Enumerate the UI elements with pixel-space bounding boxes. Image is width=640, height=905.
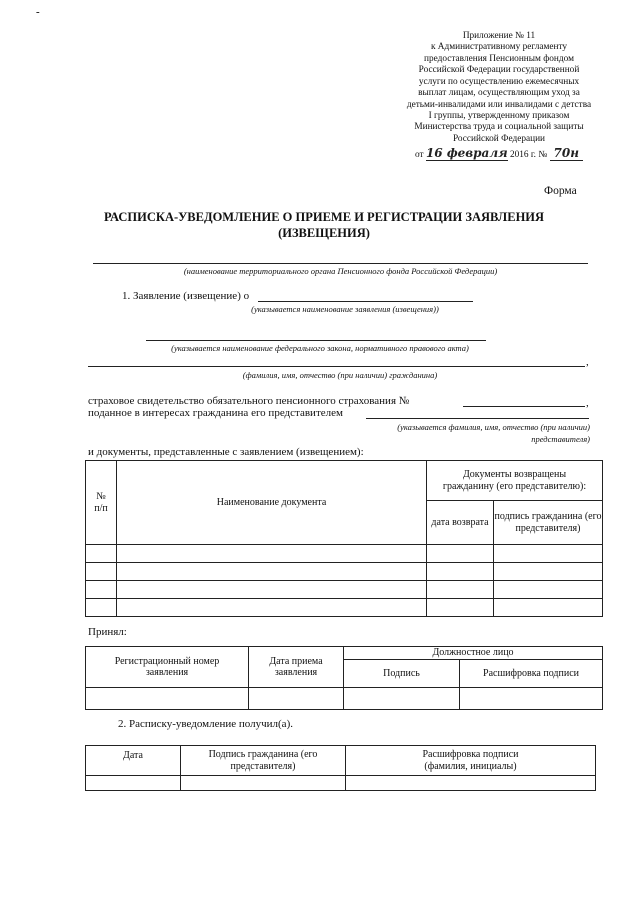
- title-line: РАСПИСКА-УВЕДОМЛЕНИЕ О ПРИЕМЕ И РЕГИСТРАЦИИ ЗАЯВЛЕНИЯ: [103, 210, 545, 224]
- appendix-line: Министерства труда и социальной защиты: [414, 122, 584, 133]
- table-row: [86, 688, 603, 710]
- table-cell[interactable]: [86, 581, 117, 599]
- col-signature-decoding-header: Расшифровка подписи (фамилия, инициалы): [346, 746, 596, 776]
- handwritten-order-number: 70н: [550, 146, 583, 161]
- appendix-line: I группы, утвержденному приказом: [428, 110, 570, 121]
- table-cell[interactable]: [86, 599, 117, 617]
- application-name-field[interactable]: [258, 301, 473, 302]
- col-reg-number-header: Регистрационный номер заявления: [86, 647, 249, 688]
- table-cell[interactable]: [460, 688, 603, 710]
- handwritten-date: 16 февраля: [425, 146, 508, 161]
- appendix-line: к Административному регламенту: [430, 42, 568, 53]
- form-label: Форма: [544, 185, 577, 197]
- item2-label: 2. Расписку-уведомление получил(а).: [118, 718, 293, 730]
- appendix-line: предоставления Пенсионным фондом: [424, 53, 574, 64]
- hint-representative-line: (указывается фамилия, имя, отчество (при наличии): [397, 422, 590, 432]
- hint-full-name: (фамилия, имя, отчество (при наличии) гражданина): [242, 370, 438, 380]
- page-title: [60, 210, 588, 241]
- appendix-block: [394, 31, 604, 162]
- territorial-body-field[interactable]: [93, 263, 588, 264]
- table-cell[interactable]: [344, 688, 460, 710]
- documents-table: [85, 460, 603, 617]
- table-cell[interactable]: [427, 599, 494, 617]
- date-suffix: 2016 г. №: [509, 150, 548, 161]
- appendix-line: выплат лицам, осуществляющим уход за: [418, 88, 580, 99]
- col-signature-decoding-header: Расшифровка подписи: [460, 660, 603, 688]
- col-date-header: Дата: [86, 746, 181, 776]
- table-cell[interactable]: [86, 545, 117, 563]
- table-row: [86, 563, 603, 581]
- federal-law-field[interactable]: [146, 340, 486, 341]
- appendix-line: услуги по осуществлению ежемесячных: [418, 76, 580, 87]
- appendix-date-line: [394, 146, 604, 161]
- appendix-line: Приложение № 11: [462, 31, 536, 41]
- receipt-table: [85, 745, 596, 791]
- appendix-line: Российской Федерации: [452, 133, 546, 144]
- table-cell[interactable]: [117, 599, 427, 617]
- table-cell[interactable]: [117, 545, 427, 563]
- table-cell[interactable]: [427, 545, 494, 563]
- hint-territorial-body: (наименование территориального органа Пенсионного фонда Российской Федерации): [183, 266, 498, 276]
- table-cell[interactable]: [494, 563, 603, 581]
- col-official-header: Должностное лицо: [344, 647, 603, 660]
- table-row: [86, 581, 603, 599]
- col-return-date-header: дата возврата: [427, 501, 494, 545]
- col-returned-header: Документы возвращены гражданину (его представителю):: [427, 461, 603, 501]
- comma: ,: [586, 356, 589, 368]
- table-row: [86, 545, 603, 563]
- table-cell[interactable]: [249, 688, 344, 710]
- insurance-label: страховое свидетельство обязательного пенсионного страхования №: [88, 395, 410, 407]
- accepted-label: Принял:: [88, 626, 127, 638]
- table-cell[interactable]: [117, 563, 427, 581]
- table-cell[interactable]: [86, 563, 117, 581]
- table-cell[interactable]: [494, 545, 603, 563]
- appendix-line: детьми-инвалидами или инвалидами с детства: [406, 99, 592, 110]
- col-accept-date-header: Дата приема заявления: [249, 647, 344, 688]
- documents-intro: и документы, представленные с заявлением (извещением):: [88, 446, 364, 458]
- hint-federal-law: (указывается наименование федерального закона, нормативного правового акта): [171, 343, 469, 353]
- title-line: (ИЗВЕЩЕНИЯ): [278, 225, 370, 240]
- date-prefix: от: [415, 150, 424, 161]
- insurance-number-field[interactable]: [463, 406, 585, 407]
- registration-table: [85, 646, 603, 710]
- corner-mark: -: [36, 6, 40, 18]
- col-number-header: № п/п: [86, 461, 117, 545]
- representative-name-field[interactable]: [366, 418, 589, 419]
- comma: ,: [586, 397, 589, 409]
- appendix-line: Российской Федерации государственной: [418, 65, 580, 76]
- hint-application-name: (указывается наименование заявления (извещения)): [251, 304, 439, 314]
- col-signature-header: Подпись: [344, 660, 460, 688]
- citizen-name-field[interactable]: [88, 366, 585, 367]
- hint-representative: [300, 422, 590, 446]
- table-cell[interactable]: [117, 581, 427, 599]
- table-cell[interactable]: [427, 563, 494, 581]
- table-cell[interactable]: [346, 776, 596, 791]
- col-doc-name-header: Наименование документа: [117, 461, 427, 545]
- table-cell[interactable]: [181, 776, 346, 791]
- table-cell[interactable]: [427, 581, 494, 599]
- table-cell[interactable]: [494, 581, 603, 599]
- representative-label: поданное в интересах гражданина его представителем: [88, 407, 343, 419]
- table-cell[interactable]: [494, 599, 603, 617]
- item1-label: 1. Заявление (извещение) о: [122, 290, 250, 302]
- table-cell[interactable]: [86, 688, 249, 710]
- table-cell[interactable]: [86, 776, 181, 791]
- hint-representative-line: представителя): [531, 433, 590, 444]
- col-signature-header: подпись гражданина (его представителя): [494, 501, 603, 545]
- col-citizen-signature-header: Подпись гражданина (его представителя): [181, 746, 346, 776]
- table-row: [86, 599, 603, 617]
- table-row: [86, 776, 596, 791]
